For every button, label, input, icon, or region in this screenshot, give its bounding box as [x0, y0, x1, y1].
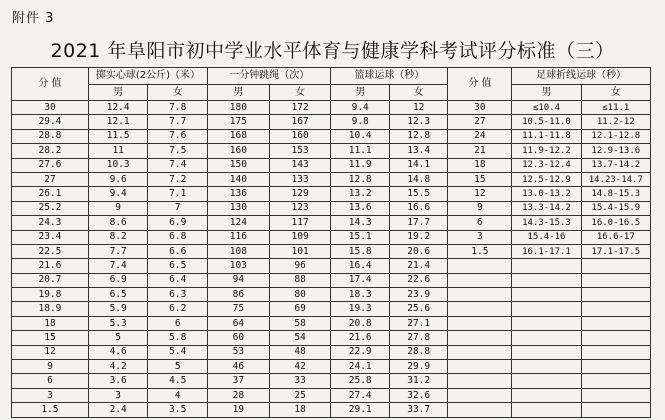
score-cell: 27.6: [12, 158, 89, 172]
score-cell: 29.4: [12, 115, 89, 129]
value-cell: 160: [269, 129, 331, 143]
value-cell: 5.8: [148, 331, 208, 345]
score-cell: 27: [12, 172, 89, 186]
value-cell: 7.4: [148, 158, 208, 172]
empty-cell: [512, 345, 581, 359]
value-cell: 29.1: [331, 403, 389, 417]
value-cell: 25.8: [331, 374, 389, 388]
value-cell: 136: [208, 187, 270, 201]
table-row: [12, 345, 651, 359]
value-cell: 6.4: [148, 273, 208, 287]
sub-header-male: 男: [331, 85, 389, 101]
score-cell: 22.5: [12, 244, 89, 258]
empty-cell: [512, 374, 581, 388]
table-row: [12, 331, 651, 345]
empty-cell: [581, 273, 650, 287]
table-row: [12, 216, 651, 230]
attachment-label: 附件 3: [12, 11, 55, 26]
value-cell: 6.9: [88, 273, 148, 287]
score-cell: 18: [12, 316, 89, 330]
score-cell: 21: [448, 144, 512, 158]
score-cell: 20.7: [12, 273, 89, 287]
value-cell: 108: [208, 244, 270, 258]
value-cell: 11.9: [331, 158, 389, 172]
value-cell: 13.0-13.2: [512, 187, 581, 201]
value-cell: 172: [269, 101, 331, 115]
sub-header-female: 女: [389, 85, 447, 101]
value-cell: 7.8: [148, 101, 208, 115]
value-cell: 54: [269, 331, 331, 345]
table-row: [12, 244, 651, 258]
value-cell: 15.8: [331, 244, 389, 258]
score-cell: 30: [12, 101, 89, 115]
value-cell: 9: [88, 201, 148, 215]
score-cell: 24.3: [12, 216, 89, 230]
score-cell: 1.5: [12, 403, 89, 417]
value-cell: 19.2: [389, 230, 447, 244]
value-cell: 167: [269, 115, 331, 129]
score-cell: 3: [12, 388, 89, 402]
value-cell: 22.6: [389, 273, 447, 287]
table-row: [12, 172, 651, 186]
sub-header-female: 女: [581, 85, 650, 101]
value-cell: 58: [269, 316, 331, 330]
value-cell: 140: [208, 172, 270, 186]
value-cell: 69: [269, 302, 331, 316]
value-cell: 19: [208, 403, 270, 417]
empty-cell: [581, 374, 650, 388]
value-cell: 5.9: [88, 302, 148, 316]
value-cell: 153: [269, 144, 331, 158]
value-cell: 109: [269, 230, 331, 244]
value-cell: 4.6: [88, 345, 148, 359]
value-cell: 48: [269, 345, 331, 359]
value-cell: 9.4: [88, 187, 148, 201]
group-header-jump-rope: 一分钟跳绳（次）: [208, 68, 331, 85]
value-cell: 80: [269, 288, 331, 302]
scoring-table: [11, 67, 651, 418]
empty-cell: [581, 388, 650, 402]
value-cell: 5: [88, 331, 148, 345]
value-cell: 18: [269, 403, 331, 417]
value-cell: 160: [208, 144, 270, 158]
score-cell: 30: [448, 101, 512, 115]
value-cell: 16.4: [331, 259, 389, 273]
table-row: [12, 273, 651, 287]
score-header-right: 分 值: [448, 68, 512, 101]
value-cell: 10.5-11.0: [512, 115, 581, 129]
value-cell: ≤11.1: [581, 101, 650, 115]
score-header-left: 分 值: [12, 68, 89, 101]
value-cell: 17.7: [389, 216, 447, 230]
value-cell: 6.5: [148, 259, 208, 273]
table-row: [12, 288, 651, 302]
empty-cell: [448, 302, 512, 316]
score-cell: 26.1: [12, 187, 89, 201]
score-cell: 15: [448, 172, 512, 186]
value-cell: 129: [269, 187, 331, 201]
score-cell: 24: [448, 129, 512, 143]
value-cell: 31.2: [389, 374, 447, 388]
value-cell: 9.6: [88, 172, 148, 186]
value-cell: 5.4: [148, 345, 208, 359]
empty-cell: [581, 316, 650, 330]
empty-cell: [581, 403, 650, 417]
empty-cell: [448, 331, 512, 345]
value-cell: 10.3: [88, 158, 148, 172]
empty-cell: [512, 316, 581, 330]
value-cell: 10.4: [331, 129, 389, 143]
table-row: [12, 129, 651, 143]
value-cell: 53: [208, 345, 270, 359]
table-row: [12, 187, 651, 201]
value-cell: 16.6-17: [581, 230, 650, 244]
value-cell: 7.7: [88, 244, 148, 258]
sub-header-male: 男: [512, 85, 581, 101]
value-cell: 180: [208, 101, 270, 115]
value-cell: 24.1: [331, 360, 389, 374]
value-cell: 27.1: [389, 316, 447, 330]
value-cell: 20.6: [389, 244, 447, 258]
score-cell: 3: [448, 230, 512, 244]
value-cell: 6.6: [148, 244, 208, 258]
value-cell: 25: [269, 388, 331, 402]
table-row: [12, 360, 651, 374]
value-cell: 21.6: [331, 331, 389, 345]
score-cell: 6: [12, 374, 89, 388]
empty-cell: [581, 302, 650, 316]
empty-cell: [448, 288, 512, 302]
value-cell: 7: [148, 201, 208, 215]
value-cell: 9.4: [331, 101, 389, 115]
value-cell: 11.9-12.2: [512, 144, 581, 158]
score-cell: 1.5: [448, 244, 512, 258]
score-cell: 18.9: [12, 302, 89, 316]
value-cell: 19.3: [331, 302, 389, 316]
document-title: 2021 年阜阳市初中学业水平体育与健康学科考试评分标准（三）: [50, 40, 615, 62]
value-cell: 12.8: [331, 172, 389, 186]
value-cell: 13.6: [331, 201, 389, 215]
value-cell: 22.9: [331, 345, 389, 359]
value-cell: 101: [269, 244, 331, 258]
empty-cell: [448, 316, 512, 330]
sub-header-female: 女: [148, 85, 208, 101]
value-cell: 14.8-15.3: [581, 187, 650, 201]
empty-cell: [581, 345, 650, 359]
score-cell: 28.2: [12, 144, 89, 158]
value-cell: 13.7-14.2: [581, 158, 650, 172]
value-cell: 14.8: [389, 172, 447, 186]
group-header-basketball: 篮球运球（秒）: [331, 68, 448, 85]
value-cell: 4.2: [88, 360, 148, 374]
value-cell: 32.6: [389, 388, 447, 402]
empty-cell: [581, 360, 650, 374]
value-cell: 33: [269, 374, 331, 388]
value-cell: 11.2-12: [581, 115, 650, 129]
empty-cell: [581, 259, 650, 273]
value-cell: 8.2: [88, 230, 148, 244]
value-cell: 6.3: [148, 288, 208, 302]
table-row: [12, 316, 651, 330]
value-cell: 12.1-12.8: [581, 129, 650, 143]
value-cell: 33.7: [389, 403, 447, 417]
empty-cell: [512, 403, 581, 417]
value-cell: 8.6: [88, 216, 148, 230]
empty-cell: [512, 331, 581, 345]
empty-cell: [448, 403, 512, 417]
value-cell: 23.9: [389, 288, 447, 302]
empty-cell: [448, 360, 512, 374]
value-cell: 7.5: [148, 144, 208, 158]
value-cell: 12: [389, 101, 447, 115]
score-cell: 23.4: [12, 230, 89, 244]
value-cell: 7.4: [88, 259, 148, 273]
table-row: [12, 201, 651, 215]
value-cell: 25.6: [389, 302, 447, 316]
empty-cell: [512, 273, 581, 287]
value-cell: 103: [208, 259, 270, 273]
empty-cell: [448, 388, 512, 402]
value-cell: 4: [148, 388, 208, 402]
table-row: [12, 230, 651, 244]
value-cell: 15.4-15.9: [581, 201, 650, 215]
empty-cell: [448, 374, 512, 388]
score-cell: 27: [448, 115, 512, 129]
value-cell: 11.1-11.8: [512, 129, 581, 143]
value-cell: 6.5: [88, 288, 148, 302]
value-cell: 15.4-16: [512, 230, 581, 244]
score-cell: 9: [12, 360, 89, 374]
value-cell: 29.9: [389, 360, 447, 374]
value-cell: 28.8: [389, 345, 447, 359]
empty-cell: [512, 288, 581, 302]
value-cell: 12.3-12.4: [512, 158, 581, 172]
value-cell: 64: [208, 316, 270, 330]
value-cell: 75: [208, 302, 270, 316]
value-cell: 5: [148, 360, 208, 374]
value-cell: 123: [269, 201, 331, 215]
value-cell: 124: [208, 216, 270, 230]
score-cell: 28.8: [12, 129, 89, 143]
score-cell: 12: [448, 187, 512, 201]
group-header-football: 足球折线运球（秒）: [512, 68, 651, 85]
empty-cell: [581, 288, 650, 302]
table-row: [12, 388, 651, 402]
value-cell: 13.3-14.2: [512, 201, 581, 215]
value-cell: 15.1: [331, 230, 389, 244]
empty-cell: [448, 345, 512, 359]
value-cell: 17.1-17.5: [581, 244, 650, 258]
table-row: [12, 374, 651, 388]
table-row: [12, 302, 651, 316]
value-cell: 9.8: [331, 115, 389, 129]
score-cell: 18: [448, 158, 512, 172]
value-cell: 7.1: [148, 187, 208, 201]
score-cell: 6: [448, 216, 512, 230]
score-cell: 21.6: [12, 259, 89, 273]
sub-header-female: 女: [269, 85, 331, 101]
value-cell: 12.3: [389, 115, 447, 129]
value-cell: 150: [208, 158, 270, 172]
sub-header-male: 男: [208, 85, 270, 101]
value-cell: 37: [208, 374, 270, 388]
value-cell: 20.8: [331, 316, 389, 330]
value-cell: 14.23-14.7: [581, 172, 650, 186]
value-cell: 3: [88, 388, 148, 402]
value-cell: 3.5: [148, 403, 208, 417]
value-cell: 6: [148, 316, 208, 330]
value-cell: 7.7: [148, 115, 208, 129]
value-cell: 143: [269, 158, 331, 172]
table-row: [12, 158, 651, 172]
value-cell: 14.1: [389, 158, 447, 172]
empty-cell: [512, 360, 581, 374]
value-cell: 17.4: [331, 273, 389, 287]
value-cell: 6.2: [148, 302, 208, 316]
table-body: [12, 101, 651, 418]
value-cell: 4.5: [148, 374, 208, 388]
value-cell: 12.4: [88, 101, 148, 115]
value-cell: 96: [269, 259, 331, 273]
value-cell: 12.9-13.6: [581, 144, 650, 158]
score-cell: 9: [448, 201, 512, 215]
value-cell: 42: [269, 360, 331, 374]
score-cell: 12: [12, 345, 89, 359]
value-cell: 12.1: [88, 115, 148, 129]
table-row: [12, 403, 651, 417]
value-cell: 175: [208, 115, 270, 129]
value-cell: 27.4: [331, 388, 389, 402]
value-cell: 133: [269, 172, 331, 186]
value-cell: 11: [88, 144, 148, 158]
value-cell: 117: [269, 216, 331, 230]
value-cell: 12.5-12.9: [512, 172, 581, 186]
value-cell: 130: [208, 201, 270, 215]
value-cell: 7.6: [148, 129, 208, 143]
value-cell: ≤10.4: [512, 101, 581, 115]
value-cell: 46: [208, 360, 270, 374]
value-cell: 3.6: [88, 374, 148, 388]
value-cell: 6.9: [148, 216, 208, 230]
value-cell: 7.2: [148, 172, 208, 186]
empty-cell: [512, 388, 581, 402]
value-cell: 60: [208, 331, 270, 345]
value-cell: 11.1: [331, 144, 389, 158]
empty-cell: [512, 302, 581, 316]
value-cell: 13.2: [331, 187, 389, 201]
value-cell: 116: [208, 230, 270, 244]
empty-cell: [448, 259, 512, 273]
table-row: [12, 259, 651, 273]
value-cell: 13.4: [389, 144, 447, 158]
score-cell: 15: [12, 331, 89, 345]
value-cell: 27.8: [389, 331, 447, 345]
value-cell: 21.4: [389, 259, 447, 273]
value-cell: 168: [208, 129, 270, 143]
value-cell: 94: [208, 273, 270, 287]
value-cell: 12.8: [389, 129, 447, 143]
value-cell: 11.5: [88, 129, 148, 143]
value-cell: 2.4: [88, 403, 148, 417]
table-row: [12, 115, 651, 129]
group-header-shot-put: 掷实心球(2公斤)（米）: [88, 68, 207, 85]
value-cell: 16.0-16.5: [581, 216, 650, 230]
value-cell: 28: [208, 388, 270, 402]
value-cell: 88: [269, 273, 331, 287]
table-row: [12, 144, 651, 158]
score-cell: 19.8: [12, 288, 89, 302]
value-cell: 16.6: [389, 201, 447, 215]
sub-header-male: 男: [88, 85, 148, 101]
value-cell: 5.3: [88, 316, 148, 330]
empty-cell: [581, 331, 650, 345]
value-cell: 86: [208, 288, 270, 302]
value-cell: 14.3-15.3: [512, 216, 581, 230]
value-cell: 15.5: [389, 187, 447, 201]
value-cell: 14.3: [331, 216, 389, 230]
value-cell: 6.8: [148, 230, 208, 244]
score-cell: 25.2: [12, 201, 89, 215]
table-row: [12, 101, 651, 115]
value-cell: 18.3: [331, 288, 389, 302]
value-cell: 16.1-17.1: [512, 244, 581, 258]
empty-cell: [448, 273, 512, 287]
empty-cell: [512, 259, 581, 273]
